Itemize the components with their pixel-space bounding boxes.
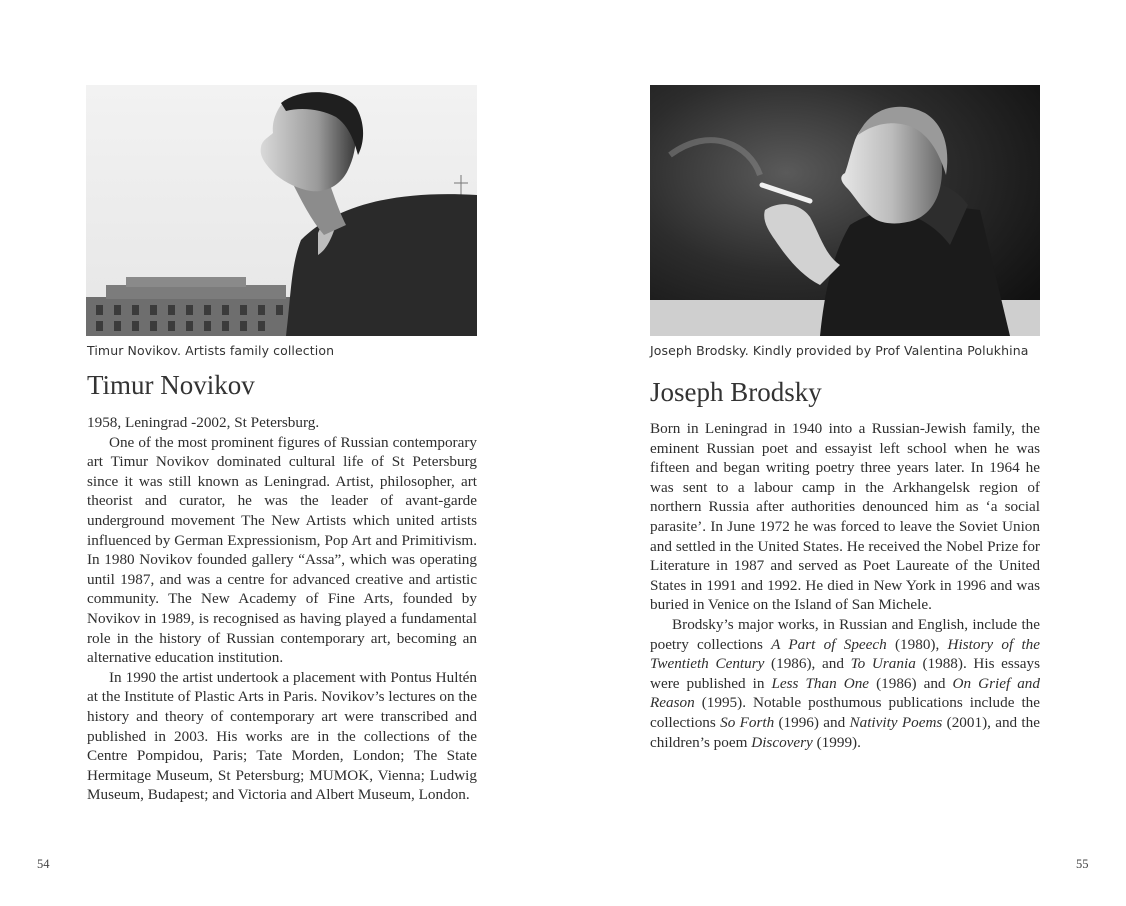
novikov-photo [86,85,477,336]
life-dates: 1958, Leningrad -2002, St Petersburg. [87,414,320,431]
text-run: (2001), and the children’s poem [650,713,1040,751]
title-reference: To Urania [850,655,916,673]
paragraph: One of the most prominent figures of Russian contemporary art Timur Novikov dominated cultural life of St Petersburg since it was still known as Leningrad. Artist, philosopher, art theorist and curator, he was the leader of avant-garde underground movement The New Artists which united artists influenced by German Expressionism, Pop Art and Primitivism. In 1980 Novikov founded gallery “Assa”, which was operating until 1987, and was a centre for advanced creative and artistic community. The New Academy of Fine Arts, founded by Novikov in 1989, is recognised as having played a fundamental role in the history of Russian contemporary art, becoming an alternative education institution. [87,433,477,667]
page-number: 54 [37,857,50,871]
title-reference: A Part of Speech [771,635,887,653]
title-reference: Less Than One [771,674,870,692]
brodsky-photo-image [650,85,1040,336]
title-reference: Nativity Poems [849,713,943,731]
page-title: Timur Novikov [87,370,255,400]
title-reference: So Forth [720,713,775,731]
brodsky-photo [650,85,1040,336]
text-run: (1995). Notable posthumous publications include the collections [650,694,1040,731]
right-page [563,0,1126,906]
photo-caption: Joseph Brodsky. Kindly provided by Prof Valentina Polukhina [650,343,1029,358]
title-reference: Discovery [751,733,813,751]
biography-text [650,419,1040,752]
text-run: (1996) and [774,713,850,731]
photo-caption: Timur Novikov. Artists family collection [87,343,335,358]
text-run: (1980), [886,635,948,653]
text-run: Brodsky’s major works, in Russian and English, include the poetry collections [650,615,1040,653]
title-reference: On Grief and Reason [650,674,1040,712]
paragraph: Born in Leningrad in 1940 into a Russian-Jewish family, the eminent Russian poet and essayist left school when he was fifteen and began writing poetry three years later. In 1964 he was sent to a labour camp in the Arkhangelsk region of northern Russia after authorities denounced him as ‘a social parasite’. In June 1972 he was forced to leave the Soviet Union and settled in the United States. He received the Nobel Prize for Literature in 1987 and served as Poet Laureate of the United States in 1991 and 1992. He died in New York in 1996 and was buried in Venice on the Island of San Michele. [650,420,1040,614]
text-run: (1986) and [869,674,953,692]
title-reference: History of the Twentieth Century [650,635,1040,673]
page-title: Joseph Brodsky [650,377,822,407]
novikov-photo-image [86,85,477,336]
page-number: 55 [1076,857,1089,871]
text-run: (1988). His essays were published in [650,655,1040,692]
paragraph [650,615,1040,752]
text-run: (1999). [812,733,861,751]
biography-text [87,413,477,805]
paragraph: In 1990 the artist undertook a placement with Pontus Hultén at the Institute of Plastic Arts in Paris. Novikov’s lectures on the history and theory of contemporary art were transcribed and published in 2003. His works are in the collections of the Centre Pompidou, Paris; Tate Morden, London; The State Hermitage Museum, St Petersburg; MUMOK, Vienna; Ludwig Museum, Budapest; and Victoria and Albert Museum, London. [87,668,477,804]
text-run: (1986), and [764,655,851,673]
